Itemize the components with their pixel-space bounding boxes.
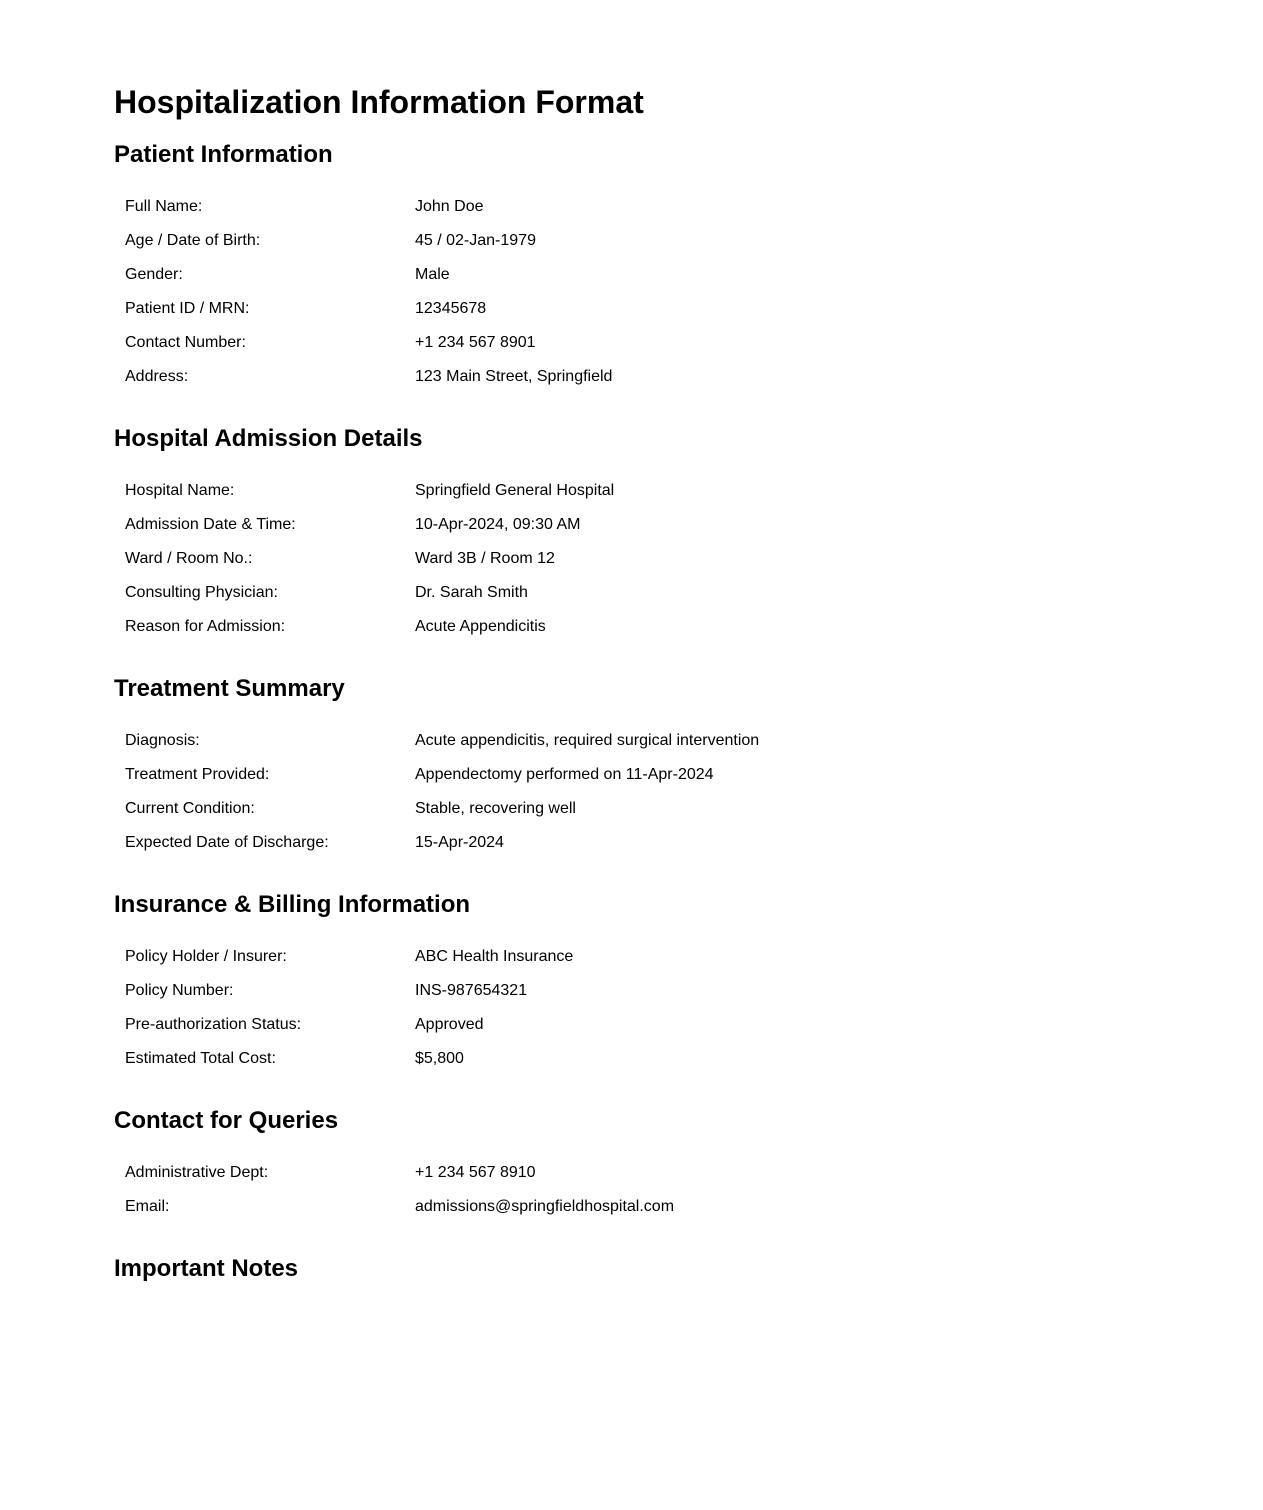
field-label: Patient ID / MRN:	[125, 300, 250, 317]
field-value: John Doe	[415, 198, 484, 215]
insurance-billing-fields	[125, 940, 1163, 1076]
field-row-contact-number	[125, 326, 1163, 360]
patient-information-fields	[125, 190, 1163, 394]
field-row-reason-for-admission	[125, 610, 1163, 644]
field-value: Dr. Sarah Smith	[415, 584, 528, 601]
field-value: Appendectomy performed on 11-Apr-2024	[415, 766, 714, 783]
field-row-preauthorization-status	[125, 1008, 1163, 1042]
field-label: Gender:	[125, 266, 183, 283]
field-label: Treatment Provided:	[125, 766, 270, 783]
field-value: Stable, recovering well	[415, 800, 576, 817]
field-label: Ward / Room No.:	[125, 550, 253, 567]
field-value: +1 234 567 8901	[415, 334, 536, 351]
patient-information-section	[114, 140, 1163, 394]
field-label: Consulting Physician:	[125, 584, 278, 601]
insurance-billing-section	[114, 890, 1163, 1076]
patient-information-heading: Patient Information	[114, 141, 333, 168]
field-row-admission-date	[125, 508, 1163, 542]
field-row-age-dob	[125, 224, 1163, 258]
field-value: ABC Health Insurance	[415, 948, 574, 965]
contact-queries-section	[114, 1106, 1163, 1224]
field-value: Male	[415, 266, 450, 283]
field-value: 10-Apr-2024, 09:30 AM	[415, 516, 581, 533]
field-row-hospital-name	[125, 474, 1163, 508]
field-row-gender	[125, 258, 1163, 292]
field-label: Expected Date of Discharge:	[125, 834, 329, 851]
field-row-current-condition	[125, 792, 1163, 826]
admission-details-heading: Hospital Admission Details	[114, 425, 423, 452]
field-row-expected-discharge	[125, 826, 1163, 860]
field-row-diagnosis	[125, 724, 1163, 758]
field-row-insurer	[125, 940, 1163, 974]
field-row-estimated-cost	[125, 1042, 1163, 1076]
field-row-address	[125, 360, 1163, 394]
contact-queries-heading: Contact for Queries	[114, 1107, 339, 1134]
important-notes-section	[114, 1254, 1163, 1284]
field-label: Hospital Name:	[125, 482, 235, 499]
treatment-summary-section	[114, 674, 1163, 860]
field-row-ward-room	[125, 542, 1163, 576]
document-title: Hospitalization Information Format	[114, 84, 644, 120]
field-label: Policy Holder / Insurer:	[125, 948, 287, 965]
field-value: Acute appendicitis, required surgical intervention	[415, 732, 760, 749]
field-value: Springfield General Hospital	[415, 482, 615, 499]
field-value: Ward 3B / Room 12	[415, 550, 555, 567]
field-value: 12345678	[415, 300, 487, 317]
field-row-treatment-provided	[125, 758, 1163, 792]
field-label: Diagnosis:	[125, 732, 200, 749]
field-row-consulting-physician	[125, 576, 1163, 610]
field-label: Contact Number:	[125, 334, 246, 351]
treatment-summary-heading: Treatment Summary	[114, 675, 345, 702]
field-value: 123 Main Street, Springfield	[415, 368, 613, 385]
field-label: Admission Date & Time:	[125, 516, 296, 533]
field-label: Estimated Total Cost:	[125, 1050, 276, 1067]
field-row-policy-number	[125, 974, 1163, 1008]
field-row-patient-id	[125, 292, 1163, 326]
field-label: Email:	[125, 1198, 170, 1215]
field-row-full-name	[125, 190, 1163, 224]
admission-details-section	[114, 424, 1163, 644]
field-label: Age / Date of Birth:	[125, 232, 261, 249]
field-value: 15-Apr-2024	[415, 834, 504, 851]
important-notes-heading: Important Notes	[114, 1255, 299, 1282]
insurance-billing-heading: Insurance & Billing Information	[114, 891, 471, 918]
field-label: Pre-authorization Status:	[125, 1016, 302, 1033]
field-value: 45 / 02-Jan-1979	[415, 232, 536, 249]
field-value: $5,800	[415, 1050, 464, 1067]
field-value: Acute Appendicitis	[415, 618, 546, 635]
field-value: Approved	[415, 1016, 484, 1033]
field-label: Address:	[125, 368, 189, 385]
admission-details-fields	[125, 474, 1163, 644]
field-row-email	[125, 1190, 1163, 1224]
field-label: Administrative Dept:	[125, 1164, 269, 1181]
field-row-administrative-dept	[125, 1156, 1163, 1190]
field-value: INS-987654321	[415, 982, 528, 999]
field-label: Policy Number:	[125, 982, 234, 999]
contact-queries-fields	[125, 1156, 1163, 1224]
field-label: Current Condition:	[125, 800, 255, 817]
field-label: Reason for Admission:	[125, 618, 286, 635]
field-value: +1 234 567 8910	[415, 1164, 536, 1181]
field-label: Full Name:	[125, 198, 203, 215]
treatment-summary-fields	[125, 724, 1163, 860]
field-value: admissions@springfieldhospital.com	[415, 1198, 675, 1215]
